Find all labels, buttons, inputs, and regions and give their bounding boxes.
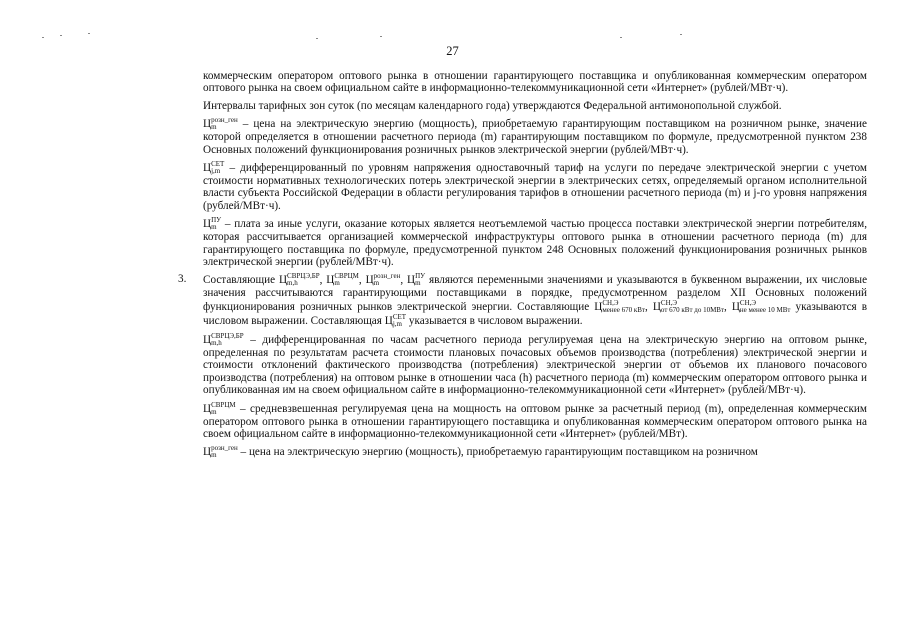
item-number: 3. <box>178 273 187 286</box>
definition-retail-price-repeat: Ц розн_ген m – цена на электрическую энергию (мощность), приобретаемую гарантирующим поставщиком на розничном <box>203 444 758 460</box>
scan-artifact <box>88 33 90 34</box>
symbol: Ц розн_ген m <box>365 272 401 288</box>
item-3-text: Составляющие Ц СВРЦЭ,БР m,h , Ц СВРЦМ m , Ц розн_ген m , Ц ПУ m являются переменными значениями и указываются в буквенном выражении, их числовые значения рассчитываются гарантирующими поставщиками в порядке, предусмотренном разделом XII Основных положений функционирования розничных рынков электрической энергии. Составляющие Ц СН,Э менее 670 кВт , Ц СН,Э от 670 кВт до 10МВт , Ц СН,Э не менее 10 МВт указываются в числовом выражении. Составляющая Ц СЕТ j,m указывается в числовом выражении. <box>203 272 868 328</box>
symbol: Ц СН,Э от 670 кВт до 10МВт <box>652 298 725 314</box>
symbol: Ц СВРЦЭ,БР m,h <box>203 331 244 347</box>
symbol: Ц СВРЦМ m <box>203 400 236 416</box>
list-item-3 <box>0 273 905 327</box>
scan-artifact <box>680 34 682 35</box>
scan-artifact <box>380 36 382 37</box>
document-body <box>0 70 905 464</box>
definition-other-services: Ц ПУ m – плата за иные услуги, оказание которых является неотъемлемой частью процесса поставки электрической энергии потребителям, которая рассчитывается организацией коммерческой инфраструктуры оптового рынка в отношении расчетного периода (m) для гарантирующего поставщика по формуле, предусмотренной пунктом 248 Основных положений функционирования розничных рынков электрической энергии (рублей/МВт·ч). <box>203 216 867 269</box>
scan-artifact <box>620 37 622 38</box>
symbol: Ц СВРЦМ m <box>326 272 359 288</box>
symbol: Ц СН,Э менее 670 кВт <box>594 298 645 314</box>
symbol: Ц СН,Э не менее 10 МВт <box>731 298 791 314</box>
scan-artifact <box>60 35 62 36</box>
symbol: Ц СЕТ j,m <box>203 160 225 176</box>
scan-artifact <box>316 38 318 39</box>
symbol: Ц розн_ген m <box>203 444 238 460</box>
page-number: 27 <box>446 44 459 58</box>
symbol: Ц ПУ m <box>203 216 222 232</box>
paragraph-tariff-intervals: Интервалы тарифных зон суток (по месяцам календарного года) утверждаются Федеральной антимонопольной службой. <box>203 99 782 112</box>
scan-artifact <box>42 37 44 38</box>
symbol: Ц СЕТ j,m <box>384 312 407 328</box>
symbol: Ц СВРЦЭ,БР m,h <box>278 272 320 288</box>
definition-retail-price: Ц розн_ген m – цена на электрическую энергию (мощность), приобретаемую гарантирующим поставщиком на розничном рынке, значение которой определяется в отношении расчетного периода (m) гарантирующим поставщиком по формуле, предусмотренной пунктом 238 Основных положений функционирования розничных рынков электрической энергии (рублей/МВт·ч). <box>203 116 867 156</box>
definition-wholesale-energy-price: Ц СВРЦЭ,БР m,h – дифференцированная по часам расчетного периода регулируемая цена на электрическую энергию на оптовом рынке, определенная по результатам расчета стоимости плановых почасовых объемов производства (потребления) электрической энергии и стоимости отклонений фактического производства (потребления) электрической энергии от объемов их планового почасового производства (потребления) на оптовом рынке в отношении часа (h) расчетного периода (m) коммерческим оператором оптового рынка и опубликованная им на своем официальном сайте в информационно-телекоммуникационной сети «Интернет» (рублей/МВт·ч). <box>203 331 867 397</box>
definition-network-tariff: Ц СЕТ j,m – дифференцированный по уровням напряжения одноставочный тариф на услуги по передаче электрической энергии с учетом стоимости нормативных технологических потерь электрической энергии в электрических сетях, определяемый органом исполнительной власти субъекта Российской Федерации в области регулирования тарифов в отношении расчетного периода (m) и j-го уровня напряжения (рублей/МВт·ч). <box>203 160 867 212</box>
symbol: Ц ПУ m <box>407 272 426 288</box>
paragraph-continuation: коммерческим оператором оптового рынка в отношении гарантирующего поставщика и опубликованная коммерческим оператором оптового рынка на своем официальном сайте в информационно-телекоммуникационной сети «Интернет» (рублей/МВт·ч). <box>203 70 867 95</box>
symbol: Ц розн_ген m <box>203 116 238 132</box>
definition-capacity-price: Ц СВРЦМ m – средневзвешенная регулируемая цена на мощность на оптовом рынке за расчетный период (m), определенная коммерческим оператором оптового рынка в отношении гарантирующего поставщика и опубликованная коммерческим оператором оптового рынка на своем официальном сайте в информационно-телекоммуникационной сети «Интернет» (рублей/МВт). <box>203 400 867 440</box>
